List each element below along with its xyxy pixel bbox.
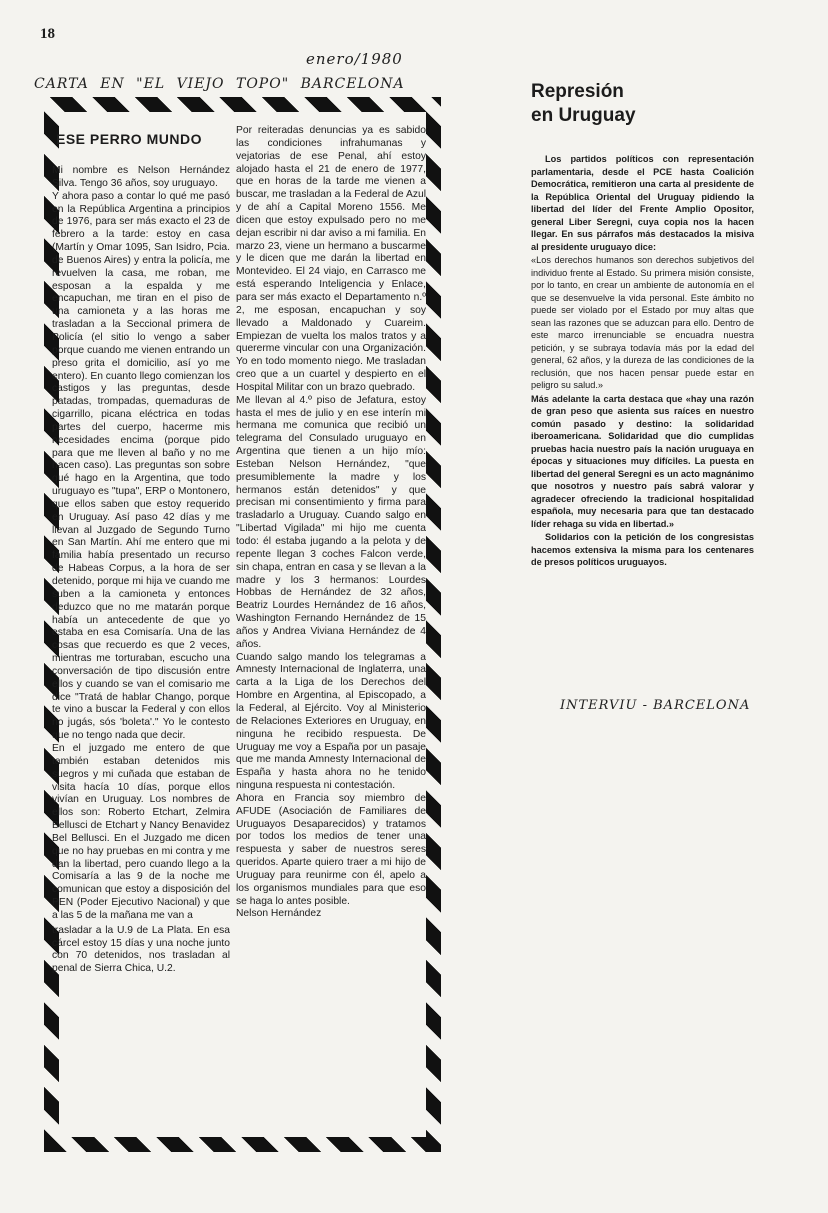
handwritten-source-note: CARTA EN "EL VIEJO TOPO" BARCELONA — [34, 76, 405, 92]
sidebar-title-line: en Uruguay — [531, 105, 636, 126]
handwritten-sign: INTERVIU - BARCELONA — [560, 698, 751, 713]
sidebar-paragraph: Los partidos políticos con representación parlamentaria, desde el PCE hasta Coalición Democrática, remitieron una carta al presidente de la República Oriental del Uruguay pidiendo la libertad del líder del Frente Amplio Opositor, general Liber Seregni, cuya copia nos la hacen llegar. En sus párrafos más destacados la misiva al presidente uruguayo dice: — [531, 154, 754, 252]
sidebar-paragraph: Solidarios con la petición de los congresistas hacemos extensiva la misma para los centenares de presos políticos uruguayos. — [531, 532, 754, 567]
letter-paragraph: Me llevan al 4.º piso de Jefatura, estoy hasta el mes de julio y en ese interín mi hermana me comunica que recibió un telegrama del Consulado uruguayo en Argentina que tienen a un hijo mío: Esteban Nelson Hernández, "que presumiblemente la madre y los hermanos están detenidos" y que precisan mi consentimiento y firma para trasladarlo a Uruguay. Cuando salgo en "Libertad Vigilada" mi hijo me cuenta todo: él estaba jugando a la pelota y de repente llegan 3 coches Falcon verde, sin chapa, entran en casa y se llevan a la madre y los 3 hermanos: Lourdes Hobbas de Hernández de 32 años, Beatriz Lourdes Hernández de 16 años, Washington Fernando Hernández de 15 años y Andrea Viviana Hernández de 4 años. — [236, 394, 426, 650]
letter-paragraph: trasladar a la U.9 de La Plata. En esa cárcel estoy 15 días y una noche junto con 70 detenidos, nos trasladan al penal de Sierra Chica, U.2. — [52, 924, 230, 975]
letter-left-column — [52, 165, 230, 976]
letter-right-column — [236, 125, 426, 921]
sidebar-title-line: Represión — [531, 81, 624, 102]
letter-title: ESE PERRO MUNDO — [56, 131, 202, 147]
letter-paragraph: Y ahora paso a contar lo qué me pasó en la República Argentina a principios de 1976, para ser más exacto el 23 de febrero a la tarde: estoy en casa (Martín y Omar 1095, San Isidro, Pcia. de Buenos Aires) y entra la policía, me revuelven la casa, me roban, me esposan a la espalda y me encapuchan, me tiran en el piso de una camioneta y a las horas me trasladan a la Seccional primera de Policía (el sitio lo vengo a saber porque cuando me vienen entrando un preso grita el domicilio, así yo me entero). En cuanto llego comienzan los castigos y las preguntas, desde patadas, trompadas, quemaduras de cigarrillo, picana eléctrica en todas partes del cuerpo, hacerme mis necesidades encima (porque pido para que me lleven al baño y no me hacen caso). Las preguntas son sobre qué hago en la Argentina, que todo uruguayo es "tupa", ERP o Montonero, que ellos saben que estoy requerido en Uruguay. Así paso 42 días y me llevan al Juzgado de Segundo Turno en San Martín. Ahí me entero que mi familia había presentado un recurso de Habeas Corpus, a la hora de ser detenido, porque mi hija ve cuando me suben a la camioneta y entonces deduzco que no me matarán porque había un antecedente de que yo estaba en esa Comisaría. Una de las cosas que recuerdo es que 2 veces, mientras me torturaban, escucho una conversación de tipo discusión entre ellos y cuando se van el comisario me dice "Tratá de hablar Chango, porque te vino a buscar la Federal y con ellos no jugás, sós 'boleta'." Yo le contesto que no tengo nada que decir. — [52, 190, 231, 742]
letter-paragraph: En el juzgado me entero de que también estaban detenidos mis suegros y mi cuñada que estaban de visita hacía 10 días, porque ellos vivían en Uruguay. Los nombres de ellos son: Roberto Etchart, Zelmira Bellusci de Etchart y Nancy Benavidez Bel Bellusci. En el Juzgado me dicen que no hay pruebas en mi contra y me dan la libertad, pero cuando llego a la Comisaría a las 9 de la noche me comunican que estoy a disposición del PEN (Poder Ejecutivo Nacional) y que a las 5 de la mañana me van a — [52, 742, 230, 921]
letter-paragraph: Cuando salgo mando los telegramas a Amnesty Internacional de Inglaterra, una carta a la Liga de los Derechos del Hombre en Argentina, al Episcopado, a la Federal, al Ejército. Voy al Ministerio de Relaciones Exteriores en Uruguay, en ninguna he recibido respuesta. De Uruguay me voy a España por un pasaje que me manda Amnesty Internacional de España y hasta ahora no he tenido ninguna respuesta ni contestación. — [236, 651, 426, 792]
sidebar-title — [531, 80, 636, 128]
letter-signature: Nelson Hernández — [236, 908, 322, 920]
letter-paragraph: Ahora en Francia soy miembro de AFUDE (Asociación de Familiares de Uruguayos Desaparecidos) y tratamos por todos los medios de tener una respuesta y saber de nuestros seres queridos. Aparte quiero traer a mi hijo de Uruguay para reunirme con él, apelo a los organismos mundiales para que eso se haga lo antes posible. — [236, 792, 426, 907]
page-number: 18 — [40, 26, 55, 42]
sidebar-quote: «Los derechos humanos son derechos subjetivos del individuo frente al Estado. Su primera misión consiste, por lo tanto, en crear un ambiente de autonomía en el que se desenvuelve la vida personal. Este ámbito no puede ser violado por el Estado por muy altas que sean las razones que se aduzcan para ello. Dentro de este marco irrenunciable se encuadra nuestra petición, y se subraya todavía más por la edad del general, 62 años, y la dureza de las condiciones de la reclusión, que nos hacen pensar puede estar en peligro su salud.» — [531, 255, 754, 390]
sidebar-column — [531, 153, 754, 570]
letter-paragraph: Por reiteradas denuncias ya es sabido las condiciones infrahumanas y vejatorias de ese Penal, ahí estoy alojado hasta el 21 de enero de 1977, que en horas de la tarde me vienen a buscar, me trasladan a la Federal de Azul y de ahí a Capital Moreno 1556. Me dicen que estoy expulsado pero no me dejan escribir ni dar aviso a mi familia. En marzo 23, viene un hermano a buscarme y le dicen que me darán la libertad en Montevideo. El 24 viajo, en Carrasco me está esperando Inteligencia y Enlace, para ser más exacto el Departamento n.º 2, me esposan, encapuchan y soy llevado a Maldonado y Cuareim. Empiezan de vuelta los malos tratos y a quererme vincular con una Organización. Yo en todo momento niego. Me trasladan creo que a un cuartel y despierto en el Hospital Militar con un brazo quebrado. — [236, 125, 426, 393]
letter-paragraph: Mi nombre es Nelson Hernández Silva. Tengo 36 años, soy uruguayo. — [52, 165, 230, 189]
handwritten-date: enero/1980 — [306, 50, 403, 68]
sidebar-paragraph: Más adelante la carta destaca que «hay una razón de gran peso que asienta sus raíces en nuestro común pasado y destino: la solidaridad iberoamericana. Solidaridad que dio cumplidas pruebas hacia nuestro país la nación uruguaya en épocas y situaciones muy difíciles. La puesta en libertad del general Seregni es un acto magnánimo que nosotros y nuestro país sabrá valorar y agradecer ofreciendo la tradicional hospitalidad española, muy necesaria para que tan destacado líder rehaga su vida en libertad.» — [531, 393, 754, 529]
